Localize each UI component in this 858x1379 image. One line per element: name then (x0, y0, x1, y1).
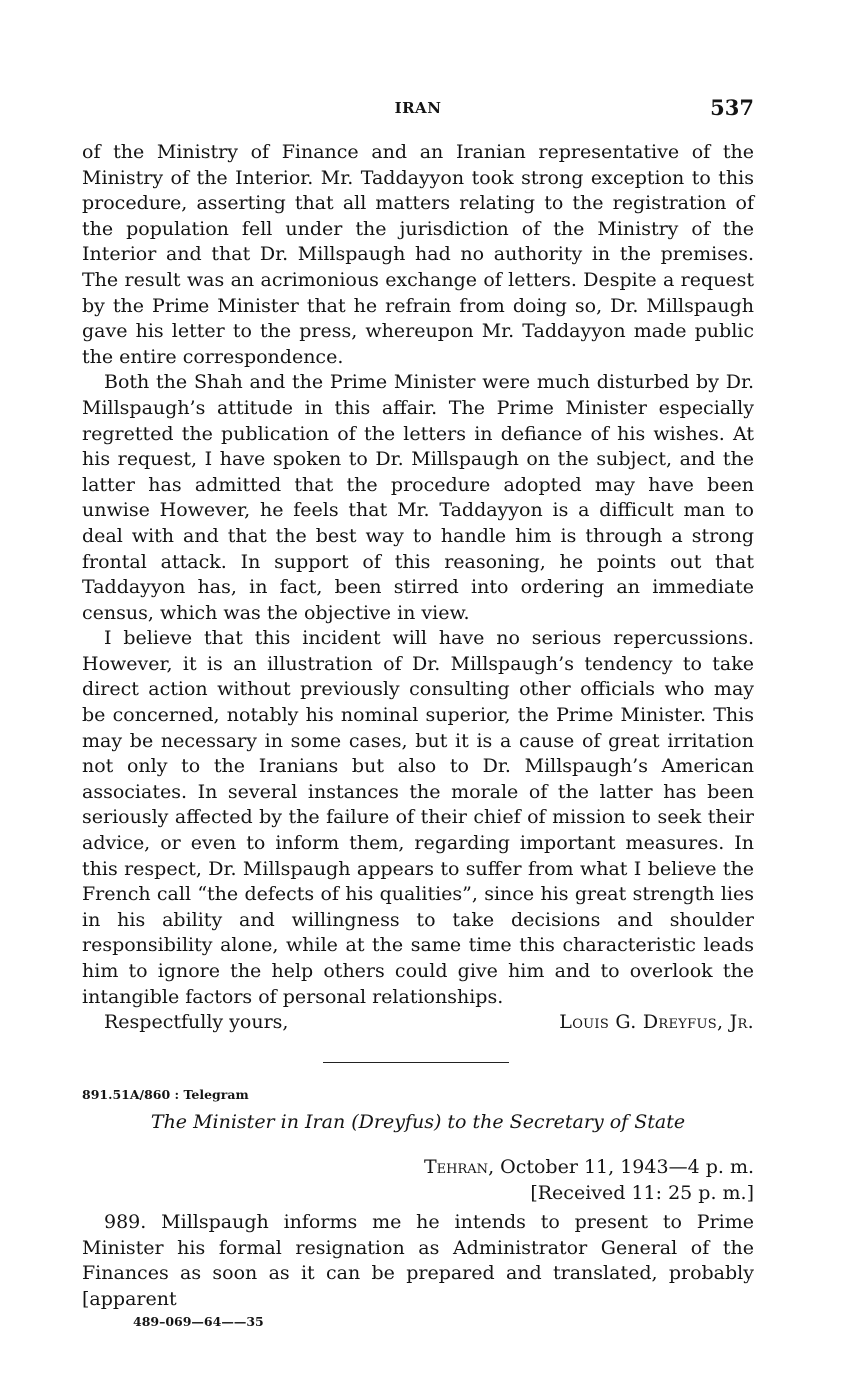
dateline (424, 1154, 754, 1206)
received-line: [Received 11: 25 p. m.] (530, 1182, 754, 1204)
signoff (82, 1010, 754, 1036)
page-number: 537 (710, 95, 754, 120)
date: , October 11, 1943—4 p. m. (488, 1156, 754, 1178)
paragraph-2: Both the Shah and the Prime Minister were much disturbed by Dr. Millspaugh’s attitude in this affair. The Prime Minister especially regretted the publication of the letters in defiance of his wishes. At his request, I have spoken to Dr. Millspaugh on the subject, and the latter has admitted that the procedure adopted may have been unwise However, he feels that Mr. Taddayyon is a difficult man to deal with and that the best way to handle him is through a strong frontal attack. In support of this reasoning, he points out that Taddayyon has, in fact, been stirred into ordering an immediate census, which was the objective in view. (82, 371, 754, 624)
running-head: IRAN (394, 99, 442, 117)
signature: Louis G. Dreyfus, Jr. (559, 1011, 754, 1034)
closing: Respectfully yours, (104, 1011, 289, 1034)
file-reference: 891.51A/860 : Telegram (82, 1087, 249, 1102)
paragraph-1: of the Ministry of Finance and an Iranian representative of the Ministry of the Interior. Mr. Taddayyon took strong exception to this procedure, asserting that all matters relating to the registration of the population fell under the jurisdiction of the Ministry of the Interior and that Dr. Millspaugh had no authority in the premises. The result was an acrimonious exchange of letters. Despite a request by the Prime Minister that he refrain from doing so, Dr. Millspaugh gave his letter to the press, whereupon Mr. Taddayyon made public the entire correspondence. (82, 141, 754, 368)
section-divider (323, 1062, 509, 1063)
letter-body (82, 140, 754, 1036)
telegram-paragraph: 989. Millspaugh informs me he intends to present to Prime Minister his formal resignation as Administrator General of the Finances as soon as it can be prepared and translated, probably [apparent (82, 1211, 754, 1310)
page-header (82, 95, 754, 125)
print-code: 489–069—64——35 (133, 1314, 264, 1329)
document-title: The Minister in Iran (Dreyfus) to the Secretary of State (150, 1111, 686, 1133)
paragraph-3: I believe that this incident will have no serious repercussions. However, it is an illustration of Dr. Millspaugh’s tendency to take direct action without previously consulting other officials who may be concerned, notably his nominal superior, the Prime Minister. This may be necessary in some cases, but it is a cause of great irritation not only to the Iranians but also to Dr. Millspaugh’s American associates. In several instances the morale of the latter has been seriously affected by the failure of their chief of mission to seek their advice, or even to inform them, regarding important measures. In this respect, Dr. Millspaugh appears to suffer from what I believe the French call “the defects of his qualities”, since his great strength lies in his ability and willingness to take decisions and shoulder responsibility alone, while at the same time this characteristic leads him to ignore the help others could give him and to overlook the intangible factors of personal relationships. (82, 627, 754, 1008)
date-line (424, 1154, 754, 1180)
place: Tehran (424, 1156, 489, 1178)
telegram-body (82, 1210, 754, 1312)
